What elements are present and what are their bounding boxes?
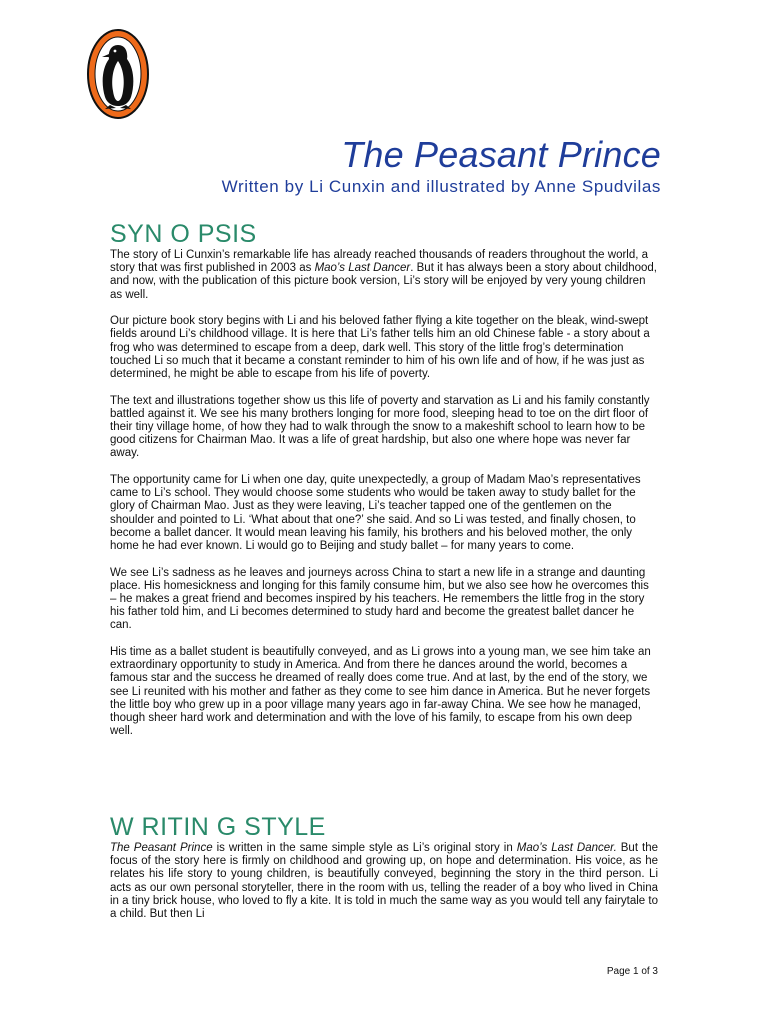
synopsis-p1-text-a: The story of Li Cunxin’s remarkable life has already reached thousands of readers throughout the world, a story that was first published in 2003 as xyxy=(110,249,649,275)
writing-style-body xyxy=(110,842,658,921)
book-title-peasant: The Peasant Prince xyxy=(110,842,213,854)
penguin-logo-icon xyxy=(86,28,150,120)
page-number: Page 1 of 3 xyxy=(606,966,658,977)
ws-text-2: But the focus of the story here is firmly on childhood and growing up, on hope and determination. His voice, as he relates his life story to young children, is beautifully conveyed, beginning the story in the third person. Li acts as our own personal storyteller, there in the room with us, telling the reader of a boy who lived in China in a tiny brick house, who loved to fly a kite. It is told in much the same way as you would tell any fairytale to a child. But then Li xyxy=(110,842,658,921)
synopsis-body xyxy=(110,249,658,752)
synopsis-paragraph-1 xyxy=(110,249,658,302)
writing-style-heading: W RITIN G STYLE xyxy=(110,813,326,841)
synopsis-heading: SYN O PSIS xyxy=(110,220,257,248)
synopsis-p1-text-b: . But it has always been a story about childhood, and now, with the publication of this picture book version, Li’s story will be enjoyed by very young children as well. xyxy=(110,262,657,301)
synopsis-paragraph-2: Our picture book story begins with Li and his beloved father flying a kite together on the bleak, wind-swept fields around Li’s childhood village. It is here that Li’s father tells him an old Chinese fable - a story about a frog who was determined to escape from a deep, dark well. This story of the little frog’s determination touched Li so much that it became a constant reminder to him of his own life and of how, if he was just as determined, he might be able to escape from his life of poverty. xyxy=(110,315,650,381)
book-title-mao: Mao’s Last Dancer xyxy=(314,262,411,275)
writing-style-paragraph xyxy=(110,842,658,921)
page-subtitle: Written by Li Cunxin and illustrated by Anne Spudvilas xyxy=(221,177,661,196)
synopsis-paragraph-3: The text and illustrations together show us this life of poverty and starvation as Li and his family constantly battled against it. We see his many brothers longing for more food, sleeping head to toe on the dirt floor of their tiny village home, of how they had to walk through the snow to a makeshift school to learn how to be good citizens for Chairman Mao. It was a life of great hardship, but also one where hope was never far away. xyxy=(110,394,650,460)
synopsis-paragraph-6: His time as a ballet student is beautifully conveyed, and as Li grows into a young man, we see him take an extraordinary opportunity to study in America. And from there he dances around the world, becomes a famous star and the success he dreamed of really does come true. And at last, by the end of the story, we see Li reunited with his mother and father as they come to see him dance in America. But he never forgets the little boy who grew up in a poor village many years ago in far-away China. We see how he managed, though sheer hard work and determination and with the love of his family, to escape from his own deep well. xyxy=(110,646,651,738)
synopsis-paragraph-4: The opportunity came for Li when one day, quite unexpectedly, a group of Madam Mao’s representatives came to Li’s school. They would choose some students who would be taken away to study ballet for the glory of Chairman Mao. Just as they were leaving, Li’s teacher tapped one of the gentlemen on the shoulder and pointed to Li. ‘What about that one?’ she said. And so Li was tested, and finally chosen, to become a ballet dancer. It would mean leaving his family, his brothers and his beloved mother, the only home he had ever known. Li would go to Beijing and study ballet – for many years to come. xyxy=(110,474,641,553)
book-title-mao-2: Mao’s Last Dancer. xyxy=(516,842,617,854)
ws-text-1: is written in the same simple style as Li’s original story in xyxy=(212,842,517,854)
synopsis-paragraph-5: We see Li’s sadness as he leaves and journeys across China to start a new life in a strange and daunting place. His homesickness and longing for this family consume him, but we also see how he overcomes this – he makes a great friend and becomes inspired by his teachers. He remembers the little frog in the story his father told him, and Li becomes determined to study hard and become the greatest ballet dancer he can. xyxy=(110,566,649,632)
page-title: The Peasant Prince xyxy=(341,134,661,175)
